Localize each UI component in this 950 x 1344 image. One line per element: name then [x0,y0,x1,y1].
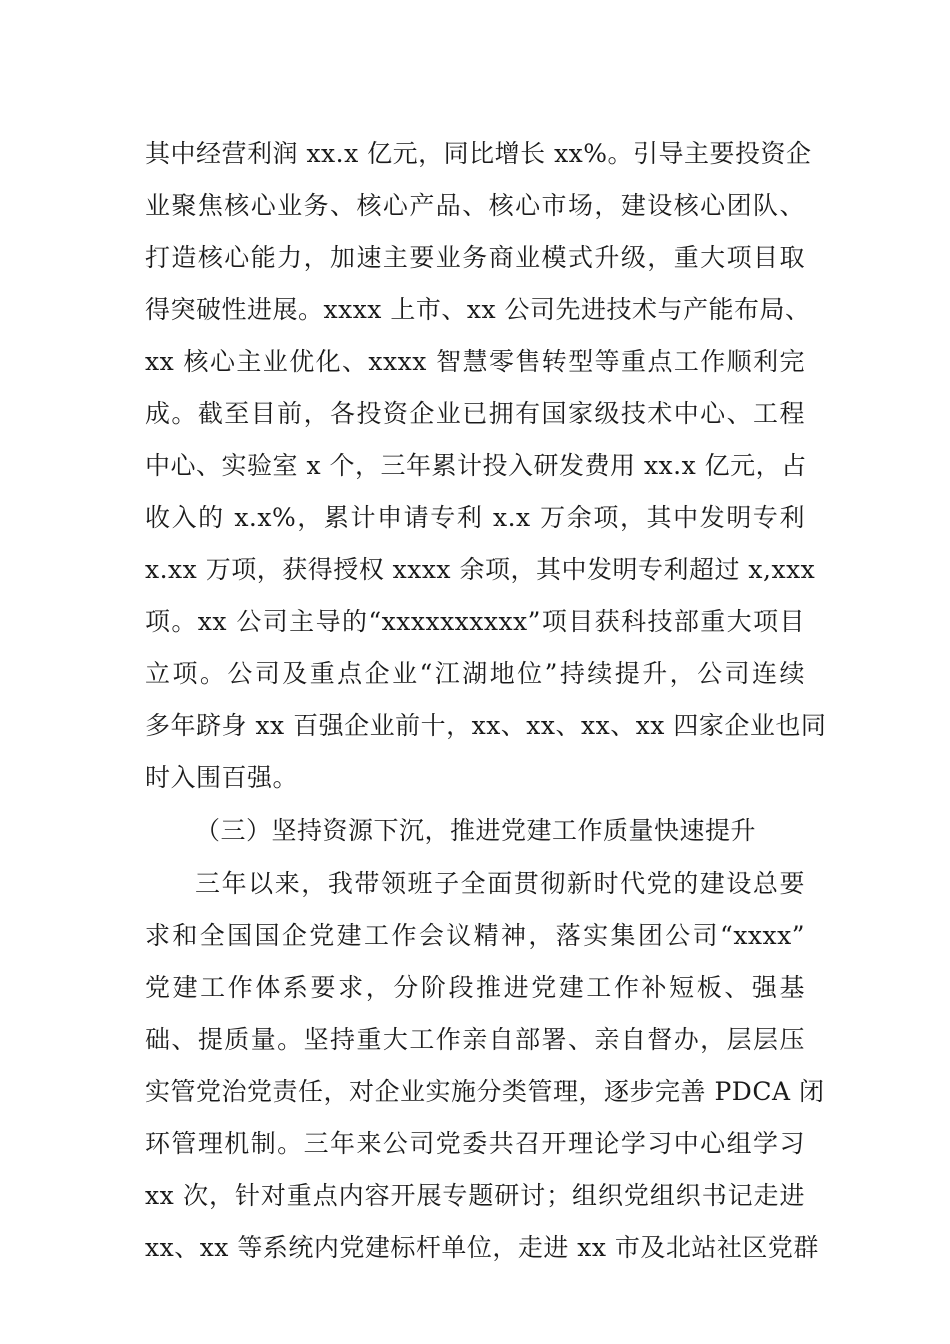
body-text-line: 三年以来，我带领班子全面贯彻新时代党的建设总要 [195,869,805,898]
body-text-line: xx 核心主业优化、xxxx 智慧零售转型等重点工作顺利完 [145,347,805,376]
body-text-line: 得突破性进展。xxxx 上市、xx 公司先进技术与产能布局、 [145,295,811,324]
body-text-line: 党建工作体系要求，分阶段推进党建工作补短板、强基 [145,973,805,1002]
body-text-line: 实管党治党责任，对企业实施分类管理，逐步完善 PDCA 闭 [145,1077,825,1106]
body-text-line: 其中经营利润 xx.x 亿元，同比增长 xx%。引导主要投资企 [145,139,812,168]
body-text-line: 成。截至目前，各投资企业已拥有国家级技术中心、工程 [145,399,805,428]
section-heading: （三）坚持资源下沉，推进党建工作质量快速提升 [195,816,757,845]
body-text-line: 项。xx 公司主导的“xxxxxxxxxx”项目获科技部重大项目 [145,607,805,636]
body-text-line: 求和全国国企党建工作会议精神，落实集团公司“xxxx” [145,921,805,950]
body-text-line: 环管理机制。三年来公司党委共召开理论学习中心组学习 [145,1129,805,1158]
body-text-line: 业聚焦核心业务、核心产品、核心市场，建设核心团队、 [145,191,805,220]
body-text-line: 收入的 x.x%，累计申请专利 x.x 万余项，其中发明专利 [145,503,805,532]
body-text-line: xx 次，针对重点内容开展专题研讨；组织党组织书记走进 [145,1181,805,1210]
body-text-line: 中心、实验室 x 个，三年累计投入研发费用 xx.x 亿元，占 [145,451,807,480]
body-text-line: 时入围百强。 [145,763,299,792]
body-text-line: 多年跻身 xx 百强企业前十，xx、xx、xx、xx 四家企业也同 [145,711,827,740]
body-text-line: x.xx 万项，获得授权 xxxx 余项，其中发明专利超过 x,xxx [145,555,816,584]
body-text-line: 础、提质量。坚持重大工作亲自部署、亲自督办，层层压 [145,1025,805,1054]
body-text-line: 立项。公司及重点企业“江湖地位”持续提升，公司连续 [145,659,805,688]
body-text-line: xx、xx 等系统内党建标杆单位，走进 xx 市及北站社区党群 [145,1233,819,1262]
body-text-line: 打造核心能力，加速主要业务商业模式升级，重大项目取 [145,243,805,272]
